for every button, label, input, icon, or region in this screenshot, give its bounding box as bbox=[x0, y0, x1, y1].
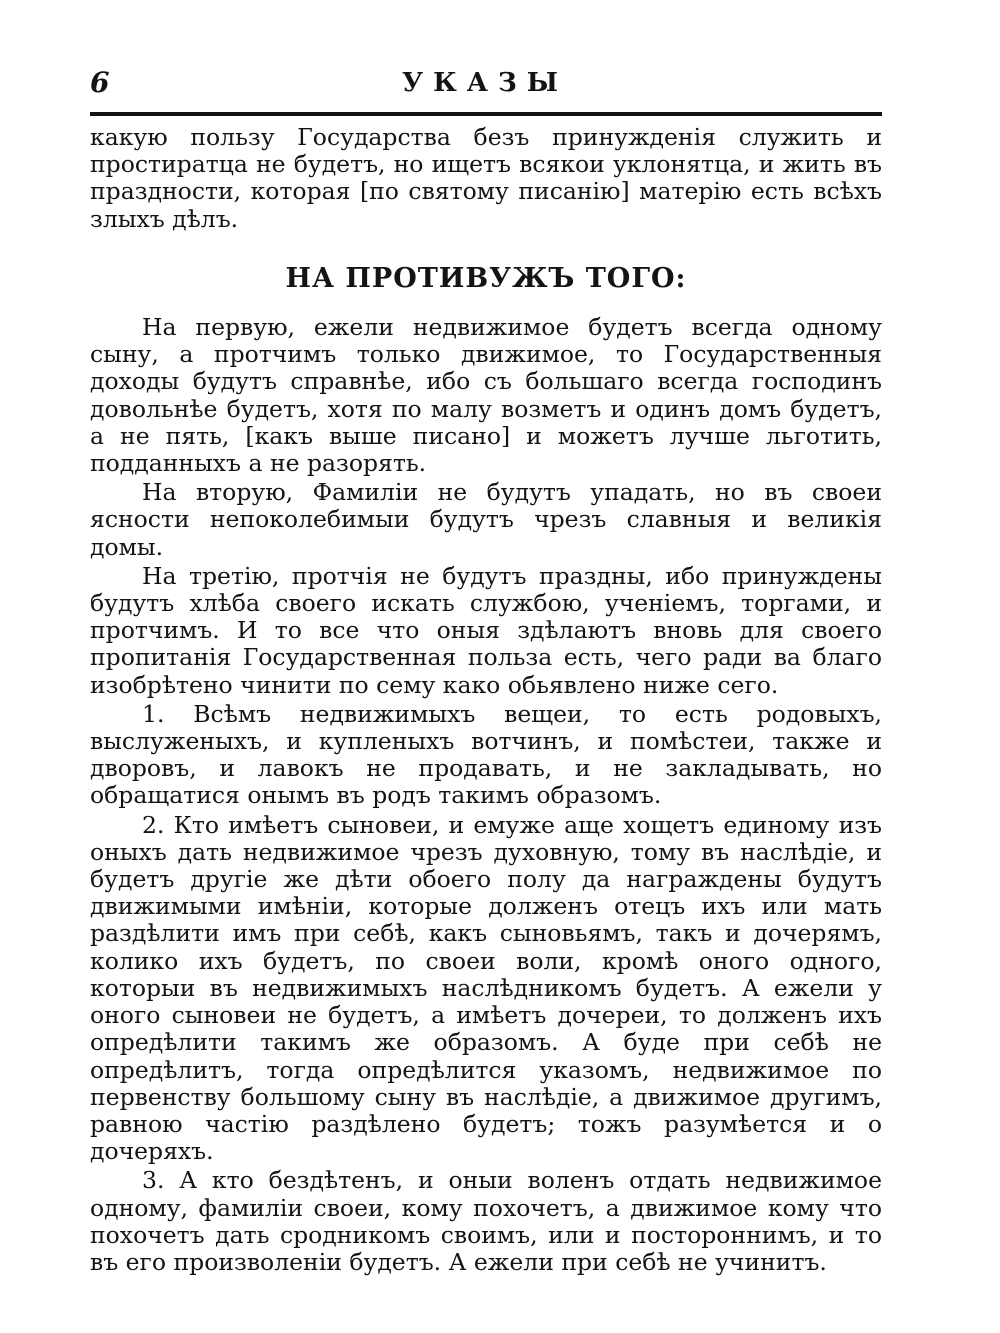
body-text bbox=[90, 124, 882, 1276]
article-3: 3. А кто бездѣтенъ, и оныи воленъ отдать недвижимое одному, фамиліи своеи, кому похочетъ, а движимое кому что похочетъ дать сродникомъ своимъ, или и постороннимъ, и то въ его произволеніи будетъ. А ежели при себѣ не учинитъ. bbox=[90, 1166, 882, 1276]
page-number: 6 bbox=[90, 66, 110, 99]
running-head: УКАЗЫ bbox=[402, 68, 568, 98]
opening-paragraph: какую пользу Государства безъ принужденія служить и простиратца не будетъ, но ищетъ всякои уклонятца, и жить въ праздности, которая [по святому писанію] матерію есть всѣхъ злыхъ дѣлъ. bbox=[90, 123, 882, 233]
document-page bbox=[90, 58, 880, 1278]
paragraph-third-point: На третію, протчія не будутъ праздны, ибо принуждены будутъ хлѣба своего искать службою, ученіемъ, торгами, и протчимъ. И то все что оныя здѣлаютъ вновь для своего пропитанія Государственная польза есть, чего ради ва благо изобрѣтено чинити по сему како обьявлено ниже сего. bbox=[90, 561, 882, 699]
article-1: 1. Всѣмъ недвижимыхъ вещеи, то есть родовыхъ, выслуженыхъ, и купленыхъ вотчинъ, и помѣстеи, также и дворовъ, и лавокъ не продавать, и не закладывать, но обращатися онымъ въ родъ такимъ образомъ. bbox=[90, 699, 882, 810]
paragraph-first-point: На первую, ежели недвижимое будетъ всегда одному сыну, а протчимъ только движимое, то Государственныя доходы будутъ справнѣе, ибо съ большаго всегда господинъ довольнѣе будетъ, хотя по малу возметъ и одинъ домъ будетъ, а не пять, [какъ выше писано] и можетъ лучше льготить, подданныхъ а не разорять. bbox=[90, 313, 882, 478]
article-2: 2. Кто имѣетъ сыновеи, и емуже аще хощетъ единому изъ оныхъ дать недвижимое чрезъ духовную, тому въ наслѣдіе, и будетъ другіе же дѣти обоего полу да награждены будутъ движимыми имѣніи, которые долженъ отецъ ихъ или мать раздѣлити имъ при себѣ, какъ сыновьямъ, такъ и дочерямъ, колико ихъ будетъ, по своеи воли, кромѣ оного одного, которыи въ недвижимыхъ наслѣдникомъ будетъ. А ежели у оного сыновеи не будетъ, а имѣетъ дочереи, то долженъ ихъ опредѣлити такимъ же образомъ. А буде при себѣ не опредѣлитъ, тогда опредѣлится указомъ, недвижимое по первенству большому сыну въ наслѣдіе, а движимое другимъ, равною частію раздѣлено будетъ; тожъ разумѣется и о дочеряхъ. bbox=[90, 810, 882, 1166]
header-rule bbox=[90, 112, 882, 116]
section-title: НА ПРОТИВУЖЪ ТОГО: bbox=[285, 262, 687, 294]
page-header bbox=[90, 58, 880, 102]
paragraph-second-point: На вторую, Фамиліи не будутъ упадать, но въ своеи ясности непоколебимыи будутъ чрезъ славныя и великія домы. bbox=[90, 478, 882, 561]
